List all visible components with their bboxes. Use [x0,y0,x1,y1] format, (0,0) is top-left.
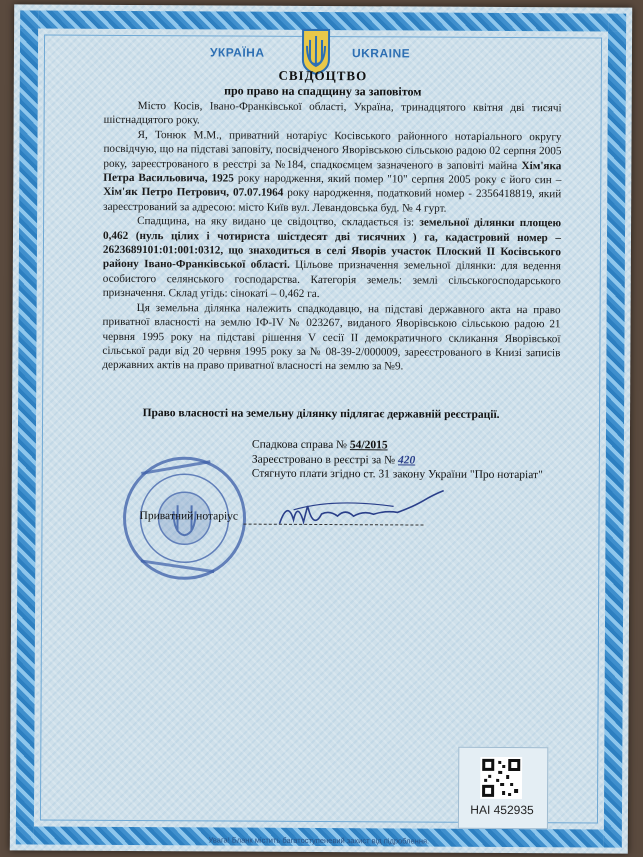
case-number-line: Спадкова справа № 54/2015 [251,438,388,452]
qr-code-icon [480,757,522,799]
notary-label: Приватний нотаріус [139,510,239,523]
case-details [252,438,543,483]
document-title: СВІДОЦТВО [278,67,368,84]
certificate-sheet [10,4,632,853]
fee-line: Стягнуто плати згідно ст. 31 закону України "Про нотаріат" [251,467,543,482]
security-warning: Увага! Бланк містить багатоступеневий захист від підроблення. [208,835,430,846]
body-paragraph-land-basis: Ця земельна ділянка належить спадкодавцю, на підставі державного акта на право приватної власності на землю ІФ-IV № 023267, виданого Яворівською сільською радою 21 червня 1995 року на підставі рішення V сесії ІІ демократичного скликання Яворівської сільської ради від 20 червня 1995 року за № 08-39-2/000009, зареєстрованого в Книзі записів державних актів на право приватної власності на землю за №9. [102,301,561,373]
blank-serial-number: НАІ 452935 [470,802,534,818]
body-paragraph-inheritance: Спадщина, на яку видано це свідоцтво, складається із: земельної ділянки площею 0,462 (нуль цілих і чотириста шістдесят дві тисячних ) га, кадастровий номер – 2623689101:01:001:0312, що знаходиться в селі Яворів участок Плоский ІІ Косівського району Івано-Франківської області. Цільове призначення земельної ділянки: для ведення особистого селянського господарства. Категорія земель: землі сільськогосподарського призначення. Склад угідь: сінокаті – 0,462 га. [102,215,562,301]
certificate-body [102,99,561,375]
header-country-ua: УКРАЇНА [209,45,265,60]
body-paragraph-place-date: Місто Косів, Івано-Франківської області, Україна, тринадцятого квітня дві тисячі шістнадцятого року. [103,100,562,127]
document-subtitle: про право на спадщину за заповітом [224,83,422,99]
registry-number-line: Зареєстровано в реєстрі за № 420 [251,453,416,466]
body-paragraph-testator: Я, Тонюк М.М., приватний нотаріус Косівського районного нотаріального округу посвідчую, що на підставі заповіту, посвідченого Яворівською сільською радою 02 серпня 2005 року, зареєстрованого в реєстрі за №184, спадкоємцем зазначеного в заповіті майна Хім'яка Петра Васильовича, 1925 року народження, який помер "10" серпня 2005 року є його син – Хім'як Петро Петрович, 07.07.1964 року народження, податковий номер - 2356418819, який зареєстрований за адресою: місто Київ вул. Левандовська буд. № 4 гурт. [103,128,562,215]
notary-signature-icon [273,480,453,541]
ownership-statement: Право власності на земельну ділянку підлягає державній реєстрації. [142,407,500,421]
header-country-en: UKRAINE [351,46,411,61]
